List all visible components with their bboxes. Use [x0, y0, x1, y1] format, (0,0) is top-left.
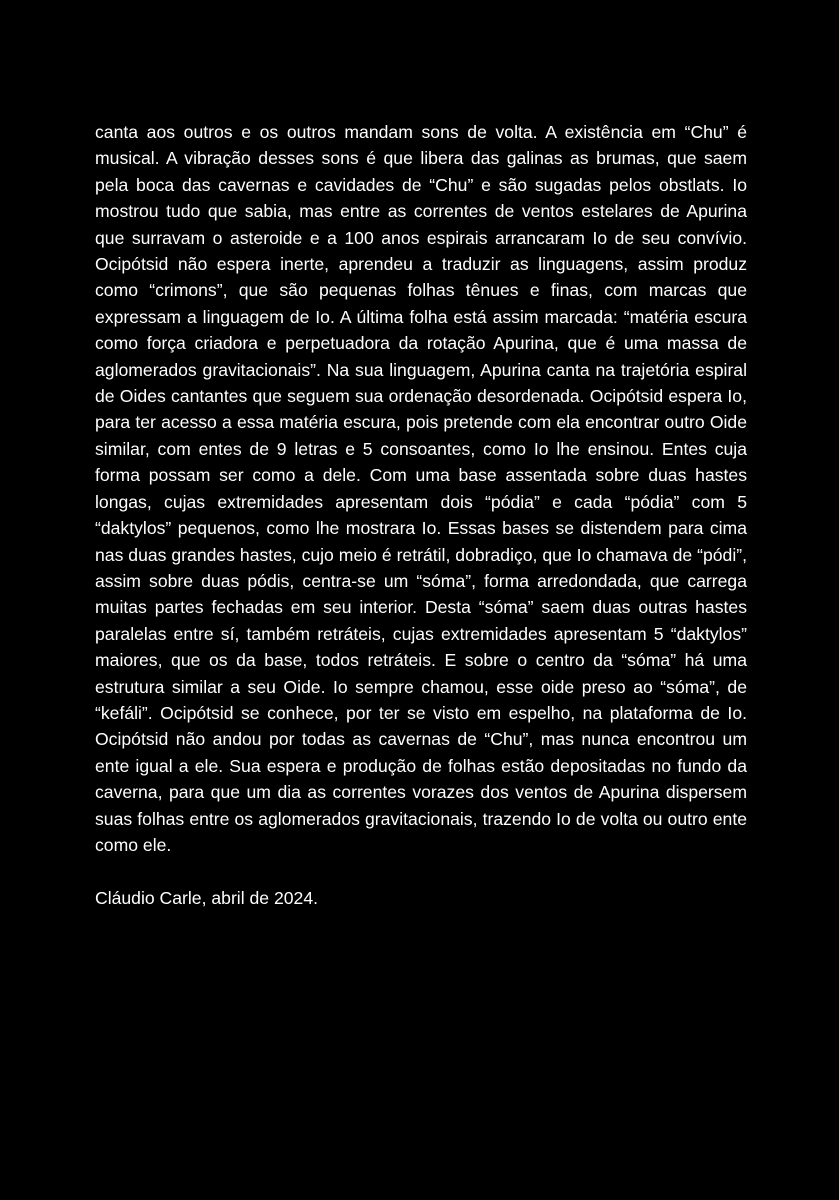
document-page	[95, 119, 747, 912]
body-paragraph: canta aos outros e os outros mandam sons de volta. A existência em “Chu” é musical. A vibração desses sons é que libera das galinas as brumas, que saem pela boca das cavernas e cavidades de “Chu” e são sugadas pelos obstlats. Io mostrou tudo que sabia, mas entre as correntes de ventos estelares de Apurina que surravam o asteroide e a 100 anos espirais arrancaram Io de seu convívio. Ocipótsid não espera inerte, aprendeu a traduzir as linguagens, assim produz como “crimons”, que são pequenas folhas tênues e finas, com marcas que expressam a linguagem de Io. A última folha está assim marcada: “matéria escura como força criadora e perpetuadora da rotação Apurina, que é uma massa de aglomerados gravitacionais”. Na sua linguagem, Apurina canta na trajetória espiral de Oides cantantes que seguem sua ordenação desordenada. Ocipótsid espera Io, para ter acesso a essa matéria escura, pois pretende com ela encontrar outro Oide similar, com entes de 9 letras e 5 consoantes, como Io lhe ensinou. Entes cuja forma possam ser como a dele. Com uma base assentada sobre duas hastes longas, cujas extremidades apresentam dois “pódia” e cada “pódia” com 5 “daktylos” pequenos, como lhe mostrara Io. Essas bases se distendem para cima nas duas grandes hastes, cujo meio é retrátil, dobradiço, que Io chamava de “pódi”, assim sobre duas pódis, centra-se um “sóma”, forma arredondada, que carrega muitas partes fechadas em seu interior. Desta “sóma” saem duas outras hastes paralelas entre sí, também retráteis, cujas extremidades apresentam 5 “daktylos” maiores, que os da base, todos retráteis. E sobre o centro da “sóma” há uma estrutura similar a seu Oide. Io sempre chamou, esse oide preso ao “sóma”, de “kefáli”. Ocipótsid se conhece, por ter se visto em espelho, na plataforma de Io. Ocipótsid não andou por todas as cavernas de “Chu”, mas nunca encontrou um ente igual a ele. Sua espera e produção de folhas estão depositadas no fundo da caverna, para que um dia as correntes vorazes dos ventos de Apurina dispersem suas folhas entre os aglomerados gravitacionais, trazendo Io de volta ou outro ente como ele.	[95, 122, 747, 855]
author-signature: Cláudio Carle, abril de 2024.	[95, 888, 318, 909]
